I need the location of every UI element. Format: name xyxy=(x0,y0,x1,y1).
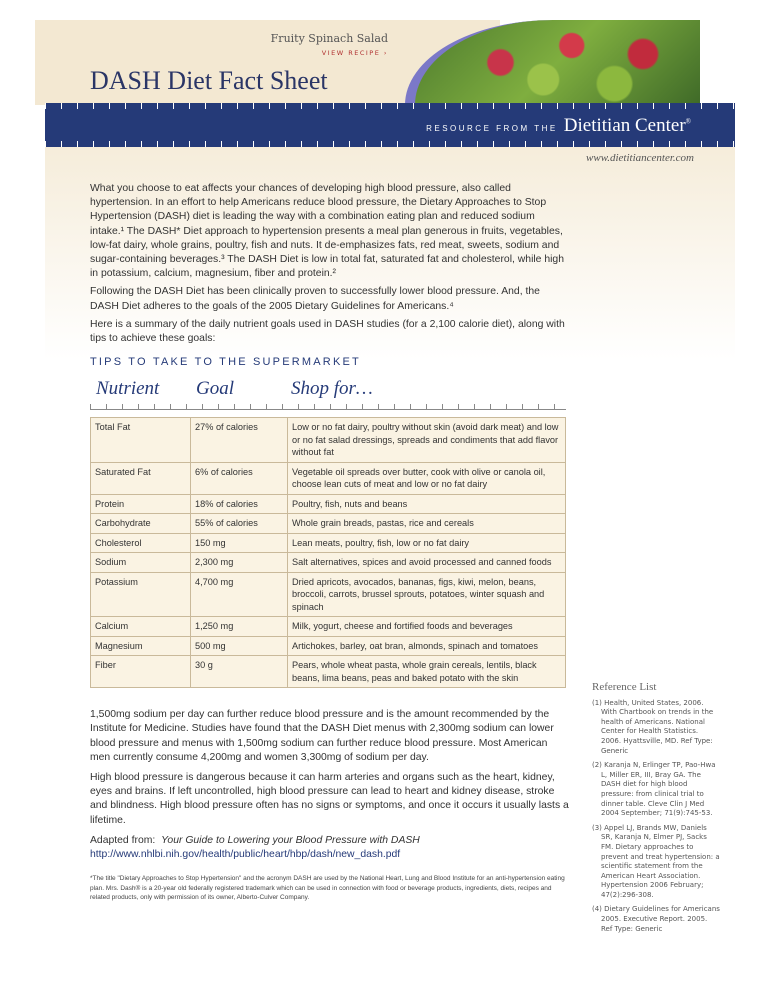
nutrient-table xyxy=(90,417,566,688)
table-row xyxy=(91,636,566,656)
view-recipe-link[interactable]: VIEW RECIPE › xyxy=(321,49,388,57)
table-row xyxy=(91,572,566,617)
intro-text xyxy=(90,182,570,346)
nutrient-cell: Total Fat xyxy=(91,418,191,463)
adapted-label: Adapted from: xyxy=(90,834,156,846)
goal-cell: 30 g xyxy=(191,656,288,688)
reference-item: (1) Health, United States, 2006. With Chartbook on trends in the health of Americans. National Center for Health Statistics. 2006. Hyattsville, MD. Ref Type: Generic xyxy=(592,698,714,755)
registered-mark: ® xyxy=(685,117,691,126)
shop-for-cell: Dried apricots, avocados, bananas, figs, kiwi, melon, beans, broccoli, carrots, brussel sprouts, potatoes, winter squash and spinach xyxy=(288,572,566,617)
main-column xyxy=(90,182,570,923)
goal-cell: 4,700 mg xyxy=(191,572,288,617)
brand-line xyxy=(426,115,691,137)
nutrient-cell: Potassium xyxy=(91,572,191,617)
nutrient-cell: Saturated Fat xyxy=(91,462,191,494)
goal-cell: 150 mg xyxy=(191,533,288,553)
shop-for-cell: Milk, yogurt, cheese and fortified foods and beverages xyxy=(288,617,566,637)
shop-for-cell: Whole grain breads, pastas, rice and cereals xyxy=(288,514,566,534)
table-row xyxy=(91,514,566,534)
body-paragraph: 1,500mg sodium per day can further reduce blood pressure and is the amount recommended by the Institute for Medicine. Studies have found that the DASH Diet menus with 2,300mg sodium can lower blood pressure and menus with 1,500mg sodium can further reduce blood pressure. Most American men currently consume 4,200mg and women 3,300mg of sodium per day. xyxy=(90,709,554,763)
ruler-ticks-top xyxy=(45,103,735,109)
header-goal: Goal xyxy=(196,378,234,400)
sodium-text xyxy=(90,708,570,862)
header-shop-for: Shop for… xyxy=(291,378,373,400)
reference-item: (2) Karanja N, Erlinger TP, Pao-Hwa L, Miller ER, III, Bray GA. The DASH diet for high blood pressure: from clinical trial to dinner table. Cleve Clin J Med 2004 September; 71(9):745-53. xyxy=(592,761,716,818)
nutrient-cell: Protein xyxy=(91,494,191,514)
nutrient-cell: Sodium xyxy=(91,553,191,573)
table-row xyxy=(91,494,566,514)
nutrient-cell: Fiber xyxy=(91,656,191,688)
resource-from-label: RESOURCE FROM THE xyxy=(426,124,558,133)
nutrient-cell: Cholesterol xyxy=(91,533,191,553)
intro-paragraph: Here is a summary of the daily nutrient goals used in DASH studies (for a 2,100 calorie diet), along with tips to achieve these goals: xyxy=(90,318,565,345)
intro-paragraph: What you choose to eat affects your chances of developing high blood pressure, also called hypertension. In an effort to help Americans reduce blood pressure, the Dietary Approaches to Stop Hypertension (DASH) diet is leading the way with a combination eating plan and reduced sodium intake.¹ The DASH* Diet approach to hypertension presents a meal plan generous in fruits, vegetables, low-fat dairy, whole grains, poultry, fish and nuts. It de-emphasizes fats, red meat, sweets, sodium and sugar-containing beverages.³ The DASH Diet is low in total fat, saturated fat and cholesterol, while high in potassium, calcium, magnesium, fiber and protein.² xyxy=(90,183,564,280)
reference-item: (3) Appel LJ, Brands MW, Daniels SR, Karanja N, Elmer PJ, Sacks FM. Dietary approaches to prevent and treat hypertension: a scientific statement from the American Heart Association. Hypertension 2006 February; 47(2):296-308. xyxy=(592,823,720,899)
goal-cell: 500 mg xyxy=(191,636,288,656)
table-row xyxy=(91,462,566,494)
shop-for-cell: Lean meats, poultry, fish, low or no fat dairy xyxy=(288,533,566,553)
goal-cell: 1,250 mg xyxy=(191,617,288,637)
source-link[interactable]: http://www.nhlbi.nih.gov/health/public/heart/hbp/dash/new_dash.pdf xyxy=(90,849,401,861)
footnote: *The title "Dietary Approaches to Stop Hypertension" and the acronym DASH are used by the National Heart, Lung and Blood Institute for an anti-hypertension eating plan. Mrs. Dash® is a 20-year old federally registered trademark which can be used in connection with food or beverage products, ingredients, diets, recipes and related products, only with permission of its owner, Alberto-Culver Company. xyxy=(90,875,565,902)
adapted-from xyxy=(90,834,570,848)
body-paragraph: High blood pressure is dangerous because it can harm arteries and organs such as the heart, kidney, eyes and brains. If left uncontrolled, high blood pressure can lead to heart and kidney disease, stroke and blindness. High blood pressure often has no signs or symptoms, and once it occurs it usually lasts a lifetime. xyxy=(90,772,569,826)
table-row xyxy=(91,553,566,573)
table-header xyxy=(90,376,566,410)
table-row xyxy=(91,656,566,688)
header-nutrient: Nutrient xyxy=(96,378,160,400)
recipe-promo xyxy=(271,32,388,57)
table-row xyxy=(91,533,566,553)
goal-cell: 2,300 mg xyxy=(191,553,288,573)
recipe-title[interactable]: Fruity Spinach Salad xyxy=(270,32,388,45)
shop-for-cell: Artichokes, barley, oat bran, almonds, spinach and tomatoes xyxy=(288,636,566,656)
ruler-ticks-bottom xyxy=(45,141,735,147)
nutrient-cell: Carbohydrate xyxy=(91,514,191,534)
shop-for-cell: Low or no fat dairy, poultry without skin (avoid dark meat) and low or no fat salad dressings, spreads and condiments that add flavor without fat xyxy=(288,418,566,463)
website-link[interactable]: www.dietitiancenter.com xyxy=(586,152,694,164)
tips-heading: TIPS TO TAKE TO THE SUPERMARKET xyxy=(90,356,361,369)
shop-for-cell: Salt alternatives, spices and avoid processed and canned foods xyxy=(288,553,566,573)
table-row xyxy=(91,418,566,463)
shop-for-cell: Vegetable oil spreads over butter, cook with olive or canola oil, choose lean cuts of meat and low or no fat dairy xyxy=(288,462,566,494)
reference-list xyxy=(592,683,720,939)
source-title: Your Guide to Lowering your Blood Pressure with DASH xyxy=(161,834,420,846)
goal-cell: 27% of calories xyxy=(191,418,288,463)
page-title: DASH Diet Fact Sheet xyxy=(90,66,328,95)
ruler-divider xyxy=(90,402,566,410)
shop-for-cell: Poultry, fish, nuts and beans xyxy=(288,494,566,514)
reference-item: (4) Dietary Guidelines for Americans 2005. Executive Report. 2005. Ref Type: Generic xyxy=(592,905,720,933)
brand-band xyxy=(45,103,735,147)
reference-title: Reference List xyxy=(592,681,657,693)
nutrient-cell: Magnesium xyxy=(91,636,191,656)
goal-cell: 18% of calories xyxy=(191,494,288,514)
goal-cell: 55% of calories xyxy=(191,514,288,534)
brand-name: Dietitian Center xyxy=(563,115,686,136)
goal-cell: 6% of calories xyxy=(191,462,288,494)
shop-for-cell: Pears, whole wheat pasta, whole grain cereals, lentils, black beans, lima beans, peas and baked potato with the skin xyxy=(288,656,566,688)
intro-paragraph: Following the DASH Diet has been clinically proven to successfully lower blood pressure. And, the DASH Diet adheres to the goals of the 2005 Dietary Guidelines for Americans.⁴ xyxy=(90,286,540,312)
nutrient-cell: Calcium xyxy=(91,617,191,637)
table-row xyxy=(91,617,566,637)
